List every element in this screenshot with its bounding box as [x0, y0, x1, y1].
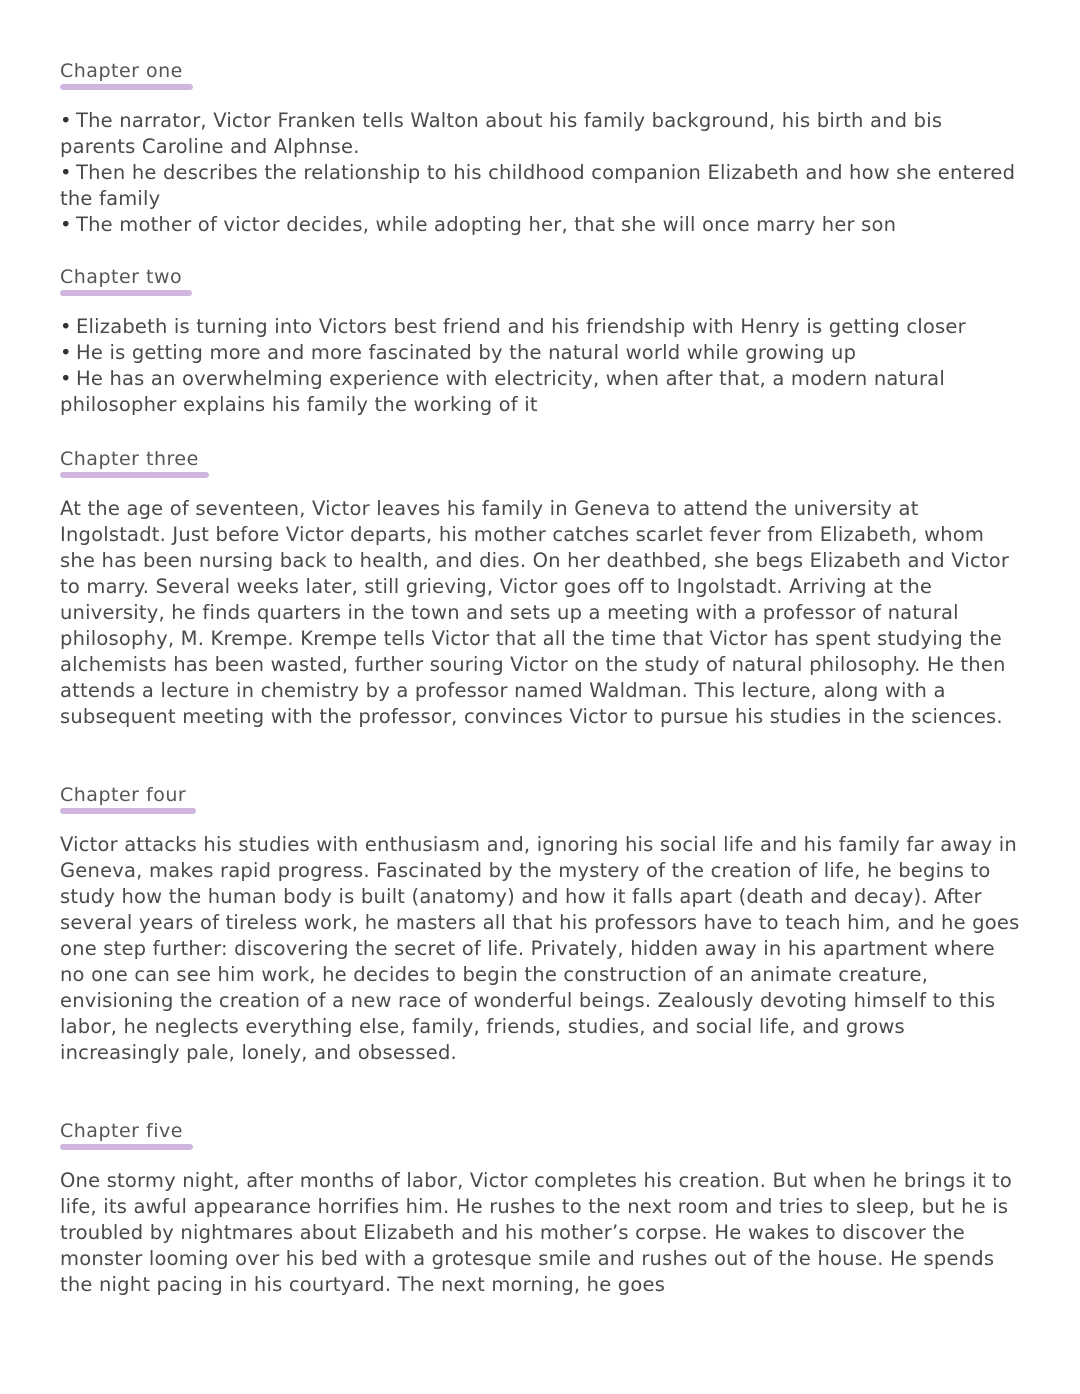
bullet-item	[60, 160, 1020, 212]
bullet-item	[60, 340, 1020, 366]
highlight-underline	[60, 84, 193, 90]
chapter-two-heading	[60, 266, 186, 292]
chapter-two-title: Chapter two	[60, 266, 183, 288]
bullet-dot-icon: •	[60, 367, 72, 390]
chapter-one-bullet-list	[60, 108, 1020, 238]
chapter-five-paragraph: One stormy night, after months of labor, Victor completes his creation. But when he brings it to life, its awful appearance horrifies him. He rushes to the next room and tries to sleep, but he is troubled by nightmares about Elizabeth and his mother’s corpse. He wakes to discover the monster looming over his bed with a grotesque smile and rushes out of the house. He spends the night pacing in his courtyard. The next morning, he goes	[60, 1169, 1013, 1296]
chapter-one-title: Chapter one	[60, 60, 183, 82]
bullet-item	[60, 108, 1020, 160]
chapter-three-paragraph: At the age of seventeen, Victor leaves his family in Geneva to attend the university at Ingolstadt. Just before Victor departs, his mother catches scarlet fever from Elizabeth, whom she has been nursing back to health, and dies. On her deathbed, she begs Elizabeth and Victor to marry. Several weeks later, still grieving, Victor goes off to Ingolstadt. Arriving at the university, he finds quarters in the town and sets up a meeting with a professor of natural philosophy, M. Krempe. Krempe tells Victor that all the time that Victor has spent studying the alchemists has been wasted, further souring Victor on the study of natural philosophy. He then attends a lecture in chemistry by a professor named Waldman. This lecture, along with a subsequent meeting with the professor, convinces Victor to pursue his studies in the sciences.	[60, 497, 1010, 728]
chapter-one-section	[60, 60, 1020, 238]
bullet-item	[60, 314, 1020, 340]
highlight-underline	[60, 808, 196, 814]
highlight-underline	[60, 290, 192, 296]
bullet-dot-icon: •	[60, 109, 72, 132]
bullet-dot-icon: •	[60, 341, 72, 364]
chapter-four-heading	[60, 784, 190, 810]
bullet-text: He is getting more and more fascinated by the natural world while growing up	[76, 341, 857, 364]
chapter-three-section	[60, 448, 1020, 730]
chapter-three-title: Chapter three	[60, 448, 199, 470]
chapter-four-title: Chapter four	[60, 784, 187, 806]
chapter-two-bullet-list	[60, 314, 1020, 418]
bullet-dot-icon: •	[60, 213, 72, 236]
highlight-underline	[60, 1144, 193, 1150]
bullet-text: The mother of victor decides, while adopting her, that she will once marry her son	[76, 213, 897, 236]
bullet-text: The narrator, Victor Franken tells Walton about his family background, his birth and bis parents Caroline and Alphnse.	[60, 109, 943, 158]
chapter-four-section	[60, 784, 1020, 1066]
bullet-dot-icon: •	[60, 161, 72, 184]
bullet-item	[60, 212, 1020, 238]
bullet-item	[60, 366, 1020, 418]
bullet-text: Elizabeth is turning into Victors best friend and his friendship with Henry is getting closer	[76, 315, 966, 338]
chapter-two-section	[60, 266, 1020, 418]
bullet-dot-icon: •	[60, 315, 72, 338]
highlight-underline	[60, 472, 209, 478]
chapter-five-section	[60, 1120, 1020, 1298]
chapter-one-heading	[60, 60, 187, 86]
chapter-five-heading	[60, 1120, 187, 1146]
bullet-text: Then he describes the relationship to his childhood companion Elizabeth and how she entered the family	[60, 161, 1016, 210]
chapter-three-heading	[60, 448, 203, 474]
bullet-text: He has an overwhelming experience with electricity, when after that, a modern natural philosopher explains his family the working of it	[60, 367, 945, 416]
chapter-four-paragraph: Victor attacks his studies with enthusiasm and, ignoring his social life and his family far away in Geneva, makes rapid progress. Fascinated by the mystery of the creation of life, he begins to study how the human body is built (anatomy) and how it falls apart (death and decay). After several years of tireless work, he masters all that his professors have to teach him, and he goes one step further: discovering the secret of life. Privately, hidden away in his apartment where no one can see him work, he decides to begin the construction of an animate creature, envisioning the creation of a new race of wonderful beings. Zealously devoting himself to this labor, he neglects everything else, family, friends, studies, and social life, and grows increasingly pale, lonely, and obsessed.	[60, 833, 1020, 1064]
chapter-five-title: Chapter five	[60, 1120, 183, 1142]
